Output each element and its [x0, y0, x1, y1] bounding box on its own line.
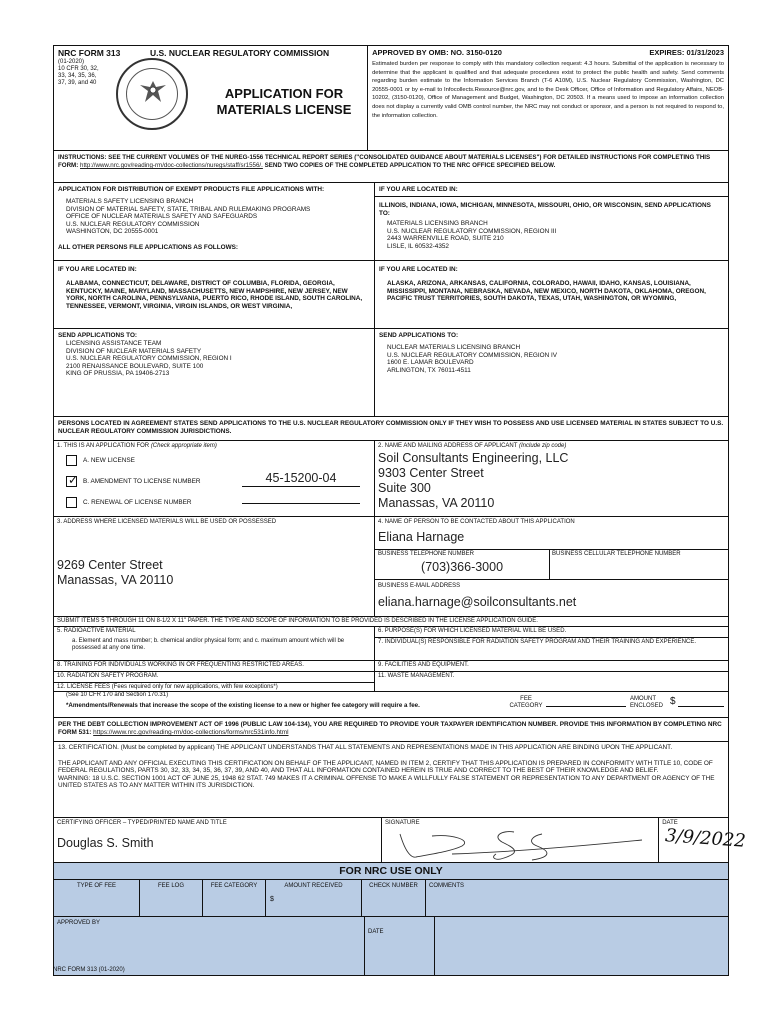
nrc-seal-icon	[116, 58, 188, 130]
item-12	[54, 682, 728, 718]
header-left	[54, 46, 368, 150]
debt-row	[54, 718, 728, 742]
region1-address: LICENSING ASSISTANCE TEAM DIVISION OF NUCLEAR MATERIALS SAFETY U.S. NUCLEAR REGULATORY COMMISSION, REGION I 2100 RENAISSANCE BOULEVARD, SUITE 100 KING OF PRUSSIA, PA 19406-2713	[66, 340, 232, 378]
agreement-states: PERSONS LOCATED IN AGREEMENT STATES SEND APPLICATIONS TO THE U.S. NUCLEAR REGULATORY COMMISSION ONLY IF THEY WISH TO POSSESS AND USE LICENSED MATERIAL IN STATES SUBJECT TO U.S. NUCLEAR REGULATORY COMMISSION JURISDICTIONS.	[58, 420, 724, 435]
item-2-label: 2. NAME AND MAILING ADDRESS OF APPLICANT (Include zip code)	[378, 443, 567, 449]
item-8: 8. TRAINING FOR INDIVIDUALS WORKING IN OR FREQUENTING RESTRICTED AREAS.	[54, 660, 374, 670]
region3-states: ILLINOIS, INDIANA, IOWA, MICHIGAN, MINNESOTA, MISSOURI, OHIO, OR WISCONSIN, SEND APPLICATIONS TO:	[379, 202, 711, 217]
amendment-checkbox[interactable]	[66, 473, 79, 487]
nrc-use-title: FOR NRC USE ONLY	[54, 863, 728, 880]
items-1-2	[54, 441, 728, 517]
region1-send: SEND APPLICATIONS TO:	[58, 332, 138, 339]
submit-row	[54, 617, 728, 627]
region4-states: ALASKA, ARIZONA, ARKANSAS, CALIFORNIA, COLORADO, HAWAII, IDAHO, KANSAS, LOUISIANA, MISSISSIPPI, MONTANA, NEBRASKA, NEVADA, NEW MEXICO, NORTH DAKOTA, OKLAHOMA, OREGON, PACIFIC TRUST TERRITORIES, SOUTH DAKOTA, TEXAS, UTAH, WASHINGTON, OR WYOMING,	[387, 280, 706, 303]
item-4	[375, 517, 728, 616]
checkmark-icon: ✓	[68, 473, 79, 487]
exempt-heading: APPLICATION FOR DISTRIBUTION OF EXEMPT PRODUCTS FILE APPLICATIONS WITH:	[58, 186, 325, 193]
item-11: 11. WASTE MANAGEMENT.	[375, 671, 728, 681]
agency-name: U.S. NUCLEAR REGULATORY COMMISSION	[150, 48, 330, 58]
item-13	[54, 742, 728, 818]
signed-date[interactable]: 3/9/2022	[664, 825, 747, 852]
nrc-use-only	[54, 863, 728, 975]
expiration-date: EXPIRES: 01/31/2023	[649, 48, 724, 57]
exempt-address: MATERIALS SAFETY LICENSING BRANCH DIVISION OF MATERIAL SAFETY, STATE, TRIBAL AND RULEMAKING PROGRAMS OFFICE OF NUCLEAR MATERIALS SAFETY AND SAFEGUARDS U.S. NUCLEAR REGULATORY COMMISSION WASHINGTON, DC 20555-0001	[66, 198, 311, 236]
col-amount-received: AMOUNT RECEIVED $	[266, 880, 362, 916]
applicant-address[interactable]: Soil Consultants Engineering, LLC 9303 Center Street Suite 300 Manassas, VA 20110	[378, 451, 569, 510]
col-comments: COMMENTS	[429, 883, 464, 889]
approved-by: APPROVED BY	[54, 917, 365, 975]
nrc-approval-row	[54, 917, 728, 975]
cell-field: BUSINESS CELLULAR TELEPHONE NUMBER	[549, 549, 728, 580]
nrc-form-313	[53, 45, 747, 976]
contact-name[interactable]: Eliana Harnage	[378, 530, 465, 544]
region3-address: MATERIALS LICENSING BRANCH U.S. NUCLEAR REGULATORY COMMISSION, REGION III 2443 WARRENVILLE ROAD, SUITE 210 LISLE, IL 60532-4352	[387, 220, 557, 250]
item-5a: a. Element and mass number; b. chemical and/or physical form; and c. maximum amount which will be possessed at any one time.	[72, 638, 345, 651]
col-check-number: CHECK NUMBER	[362, 880, 426, 916]
region3-heading: IF YOU ARE LOCATED IN:	[379, 186, 458, 193]
license-fees: 12. LICENSE FEES (Fees required only for new applications, with few exceptions*) (See 10 CFR 170 and Section 170.31) *Amendments/Renewals that increase the scope of the existing license to a new or higher fee category will require a fee. FEE CATEGORY AMOUNT ENCLOSED $	[54, 682, 728, 717]
option-amendment[interactable]: ✓ B. AMENDMENT TO LICENSE NUMBER 45-15200-04	[66, 476, 366, 487]
new-license-checkbox[interactable]	[66, 455, 77, 466]
cfr-refs: 10 CFR 30, 32, 33, 34, 35, 36, 37, 39, and 40	[58, 66, 99, 86]
region1-heading: IF YOU ARE LOCATED IN:	[58, 266, 137, 273]
officer-field: CERTIFYING OFFICER – TYPED/PRINTED NAME AND TITLE Douglas S. Smith	[54, 818, 382, 862]
region4-heading: IF YOU ARE LOCATED IN:	[379, 266, 458, 273]
amendment-license-number[interactable]: 45-15200-04	[242, 471, 360, 487]
form-title: APPLICATION FOR MATERIALS LICENSE	[216, 86, 352, 117]
item-1	[54, 441, 375, 516]
debt-collection: PER THE DEBT COLLECTION IMPROVEMENT ACT OF 1996 (PUBLIC LAW 104-134), YOU ARE REQUIRED TO PROVIDE YOUR TAXPAYER IDENTIFICATION NUMBER. PROVIDE THIS INFORMATION BY COMPLETING NRC FORM 531: https://www.nrc.gov/reading-rm/doc-collections/forms/nrc531info.html	[58, 721, 722, 736]
items-3-4	[54, 517, 728, 617]
certification: 13. CERTIFICATION. (Must be completed by applicant) THE APPLICANT UNDERSTANDS THAT ALL STATEMENTS AND REPRESENTATIONS MADE IN THIS APPLICATION ARE BINDING UPON THE APPLICANT. THE APPLICANT AND ANY OFFICIAL EXECUTING THIS CERTIFICATION ON BEHALF OF THE APPLICANT, NAMED IN ITEM 2, CERTIFY THAT THIS APPLICATION IS PREPARED IN CONFORMITY WITH TITLE 10, CODE OF FEDERAL REGULATIONS, PARTS 30, 32, 33, 34, 35, 36, 37, 39, AND 40, AND THAT ALL INFORMATION CONTAINED HEREIN IS TRUE AND CORRECT TO THE BEST OF THEIR KNOWLEDGE AND BELIEF. WARNING: 18 U.S.C. SECTION 1001 ACT OF JUNE 25, 1948 62 STAT. 749 MAKES IT A CRIMINAL OFFENSE TO MAKE A WILLFULLY FALSE STATEMENT OR REPRESENTATION TO ANY DEPARTMENT OR AGENCY OF THE UNITED STATES AS TO ANY MATTER WITHIN ITS JURISDICTION.	[58, 744, 715, 790]
approval-date: DATE	[365, 917, 435, 975]
signature-field[interactable]: SIGNATURE	[382, 818, 659, 862]
use-address[interactable]: 9269 Center Street Manassas, VA 20110	[57, 558, 174, 587]
nrc-use-columns	[54, 880, 728, 917]
form-header	[54, 46, 728, 151]
form-531-link[interactable]: https://www.nrc.gov/reading-rm/doc-collections/forms/nrc531info.html	[93, 729, 289, 736]
option-new-license[interactable]: A. NEW LICENSE	[66, 455, 135, 466]
submit-instructions: SUBMIT ITEMS 5 THROUGH 11 ON 8-1/2 X 11" PAPER. THE TYPE AND SCOPE OF INFORMATION TO BE PROVIDED IS DESCRIBED IN THE LICENSE APPLICATION GUIDE.	[57, 618, 538, 624]
form-date: (01-2020)	[58, 59, 85, 65]
item-5: 5. RADIOACTIVE MATERIAL	[57, 628, 136, 634]
burden-statement: Estimated burden per response to comply with this mandatory collection request: 4.3 hours. Submittal of the application is necessary to determine that the applicant is qualified and that adequate procedures exist to protect the public health and safety. Send comments regarding burden estimate to the Information Services Branch (T-6 A10M), U.S. Nuclear Regulatory Commission, Washington, DC 20555-0001 or by e-mail to Infocollects.Resource@nrc.gov, and to the Desk Officer, Office of Information and Regulatory Affairs, NEOB-10202, (3150-0120), Office of Management and Budget, Washington, DC 20503. If a means used to impose an information collection does not display a currently valid OMB control number, the NRC may not conduct or sponsor, and a person is not required to respond to, the information collection.	[372, 61, 724, 119]
item-10: 10. RADIATION SAFETY PROGRAM.	[54, 671, 374, 681]
item-3	[54, 517, 375, 616]
signature-icon	[392, 824, 652, 862]
instructions-row	[54, 151, 728, 183]
officer-name[interactable]: Douglas S. Smith	[57, 836, 154, 850]
item-3-label: 3. ADDRESS WHERE LICENSED MATERIALS WILL BE USED OR POSSESSED	[57, 519, 277, 525]
item-9: 9. FACILITIES AND EQUIPMENT.	[375, 660, 728, 670]
date-field: DATE 3/9/2022	[662, 820, 747, 852]
other-heading: ALL OTHER PERSONS FILE APPLICATIONS AS FOLLOWS:	[58, 244, 239, 251]
col-fee-category: FEE CATEGORY	[203, 880, 266, 916]
fee-category-field[interactable]	[546, 706, 626, 707]
option-renewal[interactable]: C. RENEWAL OF LICENSE NUMBER	[66, 497, 366, 508]
form-number: NRC FORM 313	[58, 48, 121, 58]
email-field: BUSINESS E-MAIL ADDRESS eliana.harnage@soilconsultants.net	[378, 583, 577, 609]
col-fee-log: FEE LOG	[140, 880, 203, 916]
addresses-section	[54, 183, 728, 417]
item-2	[375, 441, 728, 516]
renewal-checkbox[interactable]	[66, 497, 77, 508]
phone-field: BUSINESS TELEPHONE NUMBER (703)366-3000	[375, 549, 550, 580]
item-6: 6. PURPOSE(S) FOR WHICH LICENSED MATERIAL WILL BE USED.	[378, 628, 567, 634]
business-email[interactable]: eliana.harnage@soilconsultants.net	[378, 595, 577, 609]
omb-number: APPROVED BY OMB: NO. 3150-0120	[372, 48, 502, 57]
business-phone[interactable]: (703)366-3000	[421, 560, 504, 574]
addresses-right	[375, 183, 728, 416]
agreement-row	[54, 417, 728, 441]
col-type-of-fee: TYPE OF FEE	[54, 880, 140, 916]
instructions: INSTRUCTIONS: SEE THE CURRENT VOLUMES OF THE NUREG-1556 TECHNICAL REPORT SERIES ("CONSOLIDATED GUIDANCE ABOUT MATERIALS LICENSES") FOR DETAILED INSTRUCTIONS FOR COMPLETING THIS FORM: http://www.nrc.gov/reading-rm/doc-collections/nuregs/staff/sr1556/. SEND TWO COPIES OF THE COMPLETED APPLICATION TO THE NRC OFFICE SPECIFIED BELOW.	[58, 154, 711, 169]
region4-send: SEND APPLICATIONS TO:	[379, 332, 459, 339]
footer: NRC FORM 313 (01-2020)	[53, 967, 125, 973]
amount-enclosed-field[interactable]	[678, 706, 724, 707]
region1-states: ALABAMA, CONNECTICUT, DELAWARE, DISTRICT OF COLUMBIA, FLORIDA, GEORGIA, KENTUCKY, MAINE, MARYLAND, MASSACHUSETTS, NEW HAMPSHIRE, NEW JERSEY, NEW YORK, NORTH CAROLINA, PENNSYLVANIA, PUERTO RICO, RHODE ISLAND, SOUTH CAROLINA, TENNESSEE, VERMONT, VIRGINIA, VIRGIN ISLANDS, OR WEST VIRGINIA,	[66, 280, 363, 310]
addresses-left	[54, 183, 375, 416]
item-1-label: 1. THIS IS AN APPLICATION FOR (Check appropriate item)	[57, 443, 217, 449]
signature-row	[54, 818, 747, 863]
contact-name-field: 4. NAME OF PERSON TO BE CONTACTED ABOUT THIS APPLICATION Eliana Harnage	[375, 517, 728, 550]
item-7: 7. INDIVIDUAL(S) RESPONSIBLE FOR RADIATION SAFETY PROGRAM AND THEIR TRAINING AND EXPERIENCE.	[375, 637, 728, 646]
header-right	[368, 46, 728, 150]
renewal-license-number[interactable]	[242, 503, 360, 504]
nureg-link[interactable]: http://www.nrc.gov/reading-rm/doc-collections/nuregs/staff/sr1556/.	[80, 162, 263, 169]
region4-address: NUCLEAR MATERIALS LICENSING BRANCH U.S. NUCLEAR REGULATORY COMMISSION, REGION IV 1600 E. LAMAR BOULEVARD ARLINGTON, TX 76011-4511	[387, 344, 558, 374]
